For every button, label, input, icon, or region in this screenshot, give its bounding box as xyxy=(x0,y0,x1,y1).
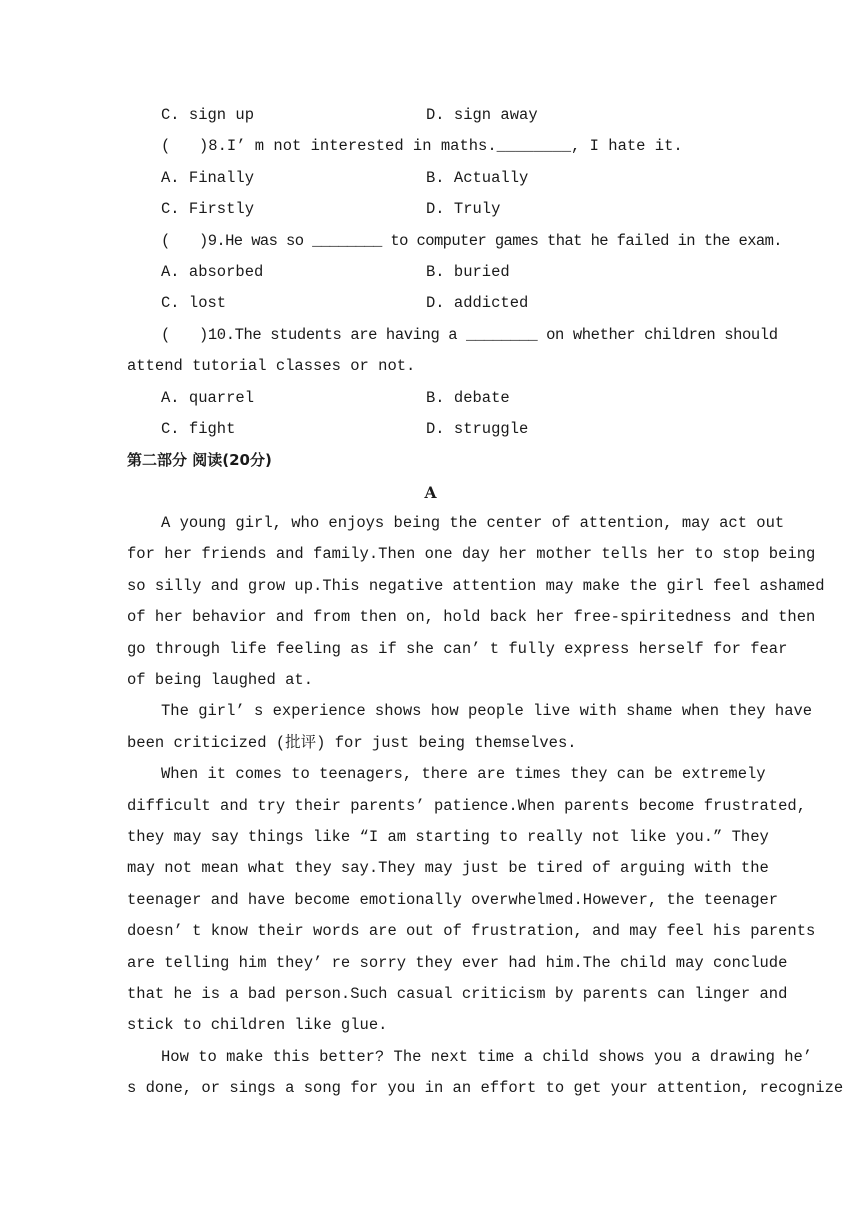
paragraph-line: s done, or sings a song for you in an effort to get your attention, recognize xyxy=(127,1079,844,1098)
q9-option-a: A. absorbed xyxy=(161,262,264,281)
q8-option-a: A. Finally xyxy=(161,168,255,187)
paragraph-line: been criticized (批评) for just being themselves. xyxy=(127,733,577,752)
q9-text: )9.He was so ________ to computer games that he failed in the exam. xyxy=(199,231,783,250)
paragraph-line: The girl’ s experience shows how people live with shame when they have xyxy=(161,702,813,721)
q9-options-row-1 xyxy=(127,257,734,288)
q9-option-c: C. lost xyxy=(161,294,227,313)
paragraph-2 xyxy=(127,696,813,759)
q9-options-row-2 xyxy=(127,288,734,319)
paragraph-line: teenager and have become emotionally overwhelmed.However, the teenager xyxy=(127,890,779,909)
q10-stem-line-2: attend tutorial classes or not. xyxy=(127,357,416,376)
q10-options-row-2 xyxy=(127,414,734,445)
q7-option-d: D. sign away xyxy=(426,106,538,124)
q8-text: )8.I’ m not interested in maths.________, I hate it. xyxy=(199,137,683,156)
paragraph-line: How to make this better? The next time a child shows you a drawing he’ xyxy=(161,1047,813,1066)
q9-option-b: B. buried xyxy=(426,262,510,281)
paragraph-line: doesn’ t know their words are out of frustration, and may feel his parents xyxy=(127,922,816,941)
q7-option-c: C. sign up xyxy=(161,106,255,124)
q8-option-d: D. Truly xyxy=(426,200,501,219)
answer-bracket: ( xyxy=(161,231,170,250)
paragraph-line: of being laughed at. xyxy=(127,671,314,690)
q10-stem-line-1 xyxy=(127,320,778,351)
exam-page xyxy=(127,100,844,1105)
q8-options-row-1 xyxy=(127,163,734,194)
paragraph-line: are telling him they’ re sorry they ever had him.The child may conclude xyxy=(127,953,788,972)
answer-bracket: ( xyxy=(161,137,171,156)
paragraph-line: difficult and try their parents’ patience.When parents become frustrated, xyxy=(127,796,807,815)
paragraph-line: may not mean what they say.They may just be tired of arguing with the xyxy=(127,859,769,878)
passage-label: A xyxy=(424,482,437,502)
paragraph-line: go through life feeling as if she can’ t fully express herself for fear xyxy=(127,639,788,658)
section-heading: 第二部分 阅读(20分) xyxy=(127,451,272,470)
paragraph-line: stick to children like glue. xyxy=(127,1016,388,1035)
q8-options-row-2 xyxy=(127,194,734,225)
q8-option-b: B. Actually xyxy=(426,168,529,187)
q9-option-d: D. addicted xyxy=(426,294,529,313)
paragraph-3 xyxy=(127,759,816,1042)
paragraph-4 xyxy=(127,1042,844,1105)
q10-text: )10.The students are having a ________ on whether children should xyxy=(199,325,778,344)
paragraph-1 xyxy=(127,508,825,696)
paragraph-line: of her behavior and from then on, hold back her free-spiritedness and then xyxy=(127,608,816,627)
paragraph-line: A young girl, who enjoys being the center of attention, may act out xyxy=(161,514,785,533)
paragraph-line: they may say things like “I am starting to really not like you.” They xyxy=(127,827,769,846)
paragraph-line: When it comes to teenagers, there are times they can be extremely xyxy=(161,765,766,784)
q10-options-row-1 xyxy=(127,383,734,414)
q10-option-a: A. quarrel xyxy=(161,388,255,407)
q8-option-c: C. Firstly xyxy=(161,200,255,219)
q8-stem xyxy=(127,131,734,162)
q7-options-row xyxy=(127,100,734,131)
q10-option-b: B. debate xyxy=(426,388,510,407)
paragraph-line: that he is a bad person.Such casual criticism by parents can linger and xyxy=(127,984,788,1003)
q9-stem xyxy=(127,226,783,257)
q10-option-d: D. struggle xyxy=(426,419,529,438)
answer-bracket: ( xyxy=(161,325,170,344)
q10-option-c: C. fight xyxy=(161,419,236,438)
paragraph-line: so silly and grow up.This negative attention may make the girl feel ashamed xyxy=(127,576,825,595)
passage-a xyxy=(127,508,844,1104)
paragraph-line: for her friends and family.Then one day her mother tells her to stop being xyxy=(127,545,816,564)
